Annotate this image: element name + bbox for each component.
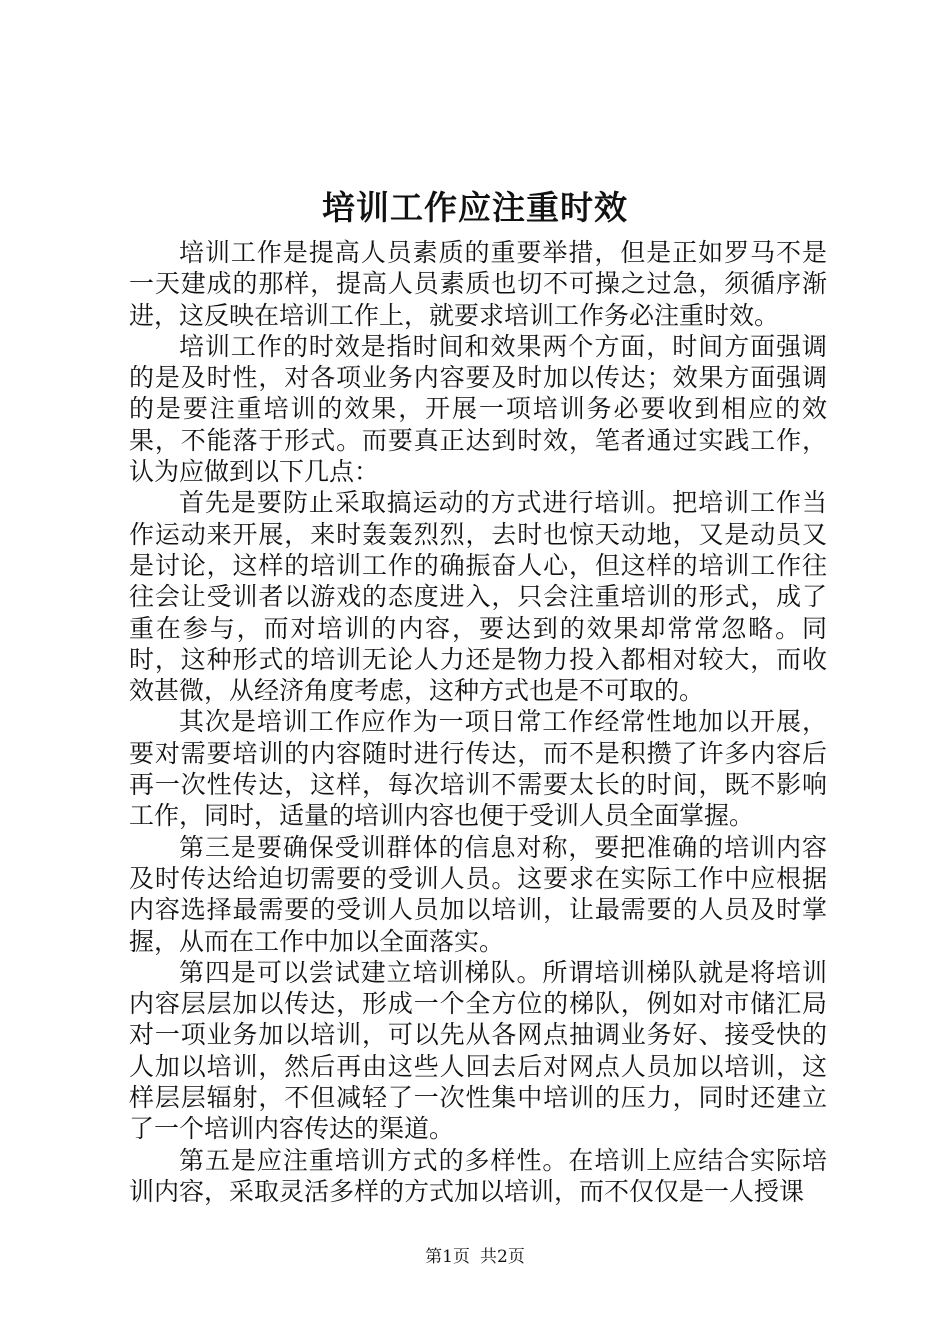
paragraph-point-3: 第三是要确保受训群体的信息对称，要把准确的培训内容及时传达给迫切需要的受训人员。这要求在实际工作中应根据内容选择最需要的受训人员加以培训，让最需要的人员及时掌握，从而在工作中加以全面落实。 <box>129 832 827 956</box>
document-title: 培训工作应注重时效 <box>322 188 628 227</box>
page-footer <box>0 1246 950 1268</box>
page-number-current: 第1页 <box>425 1247 470 1267</box>
paragraph-point-5: 第五是应注重培训方式的多样性。在培训上应结合实际培训内容，采取灵活多样的方式加以培训，而不仅仅是一人授课 <box>129 1145 827 1206</box>
paragraph-point-1: 首先是要防止采取搞运动的方式进行培训。把培训工作当作运动来开展，来时轰轰烈烈，去时也惊天动地，又是动员又是讨论，这样的培训工作的确振奋人心，但这样的培训工作往往会让受训者以游戏的态度进入，只会注重培训的形式，成了重在参与，而对培训的内容，要达到的效果却常常忽略。同时，这种形式的培训无论人力还是物力投入都相对较大，而收效甚微，从经济角度考虑，这种方式也是不可取的。 <box>129 488 827 706</box>
paragraph-point-2: 其次是培训工作应作为一项日常工作经常性地加以开展，要对需要培训的内容随时进行传达，而不是积攒了许多内容后再一次性传达，这样，每次培训不需要太长的时间，既不影响工作，同时，适量的培训内容也便于受训人员全面掌握。 <box>129 707 827 831</box>
paragraph-definition: 培训工作的时效是指时间和效果两个方面，时间方面强调的是及时性，对各项业务内容要及时加以传达；效果方面强调的是要注重培训的效果，开展一项培训务必要收到相应的效果，不能落于形式。而要真正达到时效，笔者通过实践工作，认为应做到以下几点： <box>129 331 827 487</box>
page-number-total: 共2页 <box>480 1247 525 1267</box>
paragraph-intro: 培训工作是提高人员素质的重要举措，但是正如罗马不是一天建成的那样，提高人员素质也切不可操之过急，须循序渐进，这反映在培训工作上，就要求培训工作务必注重时效。 <box>129 238 827 330</box>
document-body <box>129 237 827 1207</box>
paragraph-point-4: 第四是可以尝试建立培训梯队。所谓培训梯队就是将培训内容层层加以传达，形成一个全方位的梯队，例如对市储汇局对一项业务加以培训，可以先从各网点抽调业务好、接受快的人加以培训，然后再由这些人回去后对网点人员加以培训，这样层层辐射，不但减轻了一次性集中培训的压力，同时还建立了一个培训内容传达的渠道。 <box>129 957 827 1144</box>
